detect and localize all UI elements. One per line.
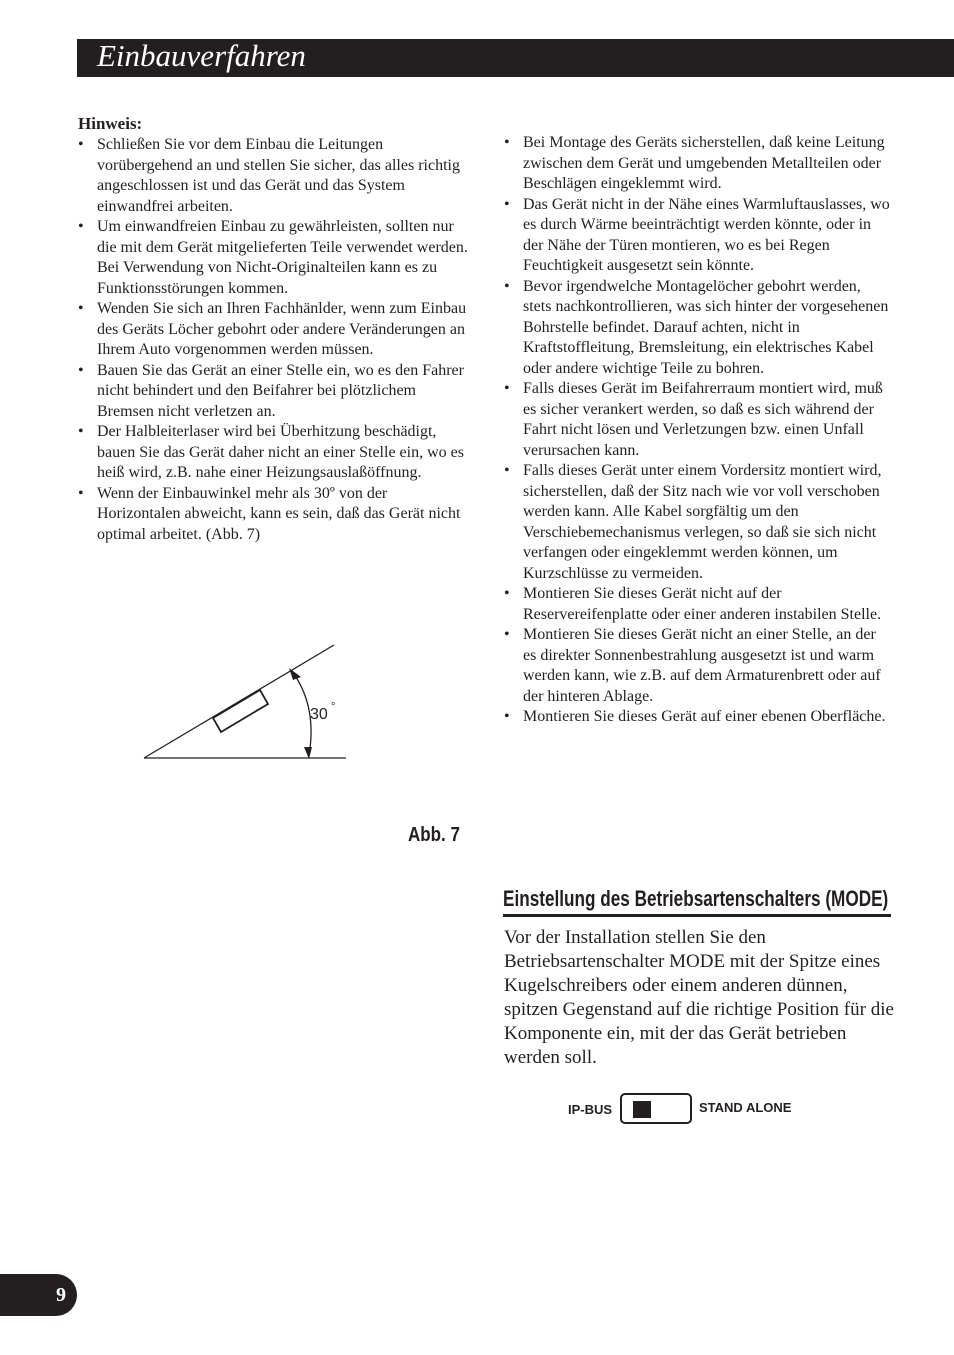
angle-label: 30 <box>310 706 328 723</box>
list-item: • Falls dieses Gerät unter einem Vordersitz montiert wird, sicherstellen, daß der Sitz nach wie vor voll verschoben werden kann. Alle Kabel sorgfältig um den Verschiebemechanismus verlegen, so daß sie sich nicht verfangen oder eingeklemmt werden können, um Kurzschlüsse zu vermeiden. <box>504 462 882 582</box>
arrow-top-icon <box>289 668 301 680</box>
bullet-icon: • <box>504 380 510 397</box>
page-number-tab <box>0 1274 77 1316</box>
list-item: • Wenn der Einbauwinkel mehr als 30º von der Horizontalen abweicht, kann es sein, daß das Gerät nicht optimal arbeitet. (Abb. 7) <box>78 484 461 543</box>
list-item: • Wenden Sie sich an Ihren Fachhänlder, wenn zum Einbau des Geräts Löcher gebohrt oder andere Veränderungen an Ihrem Auto vorgenommen werden müssen. <box>78 300 467 358</box>
stand-alone-label: STAND ALONE <box>699 1100 792 1115</box>
ip-bus-label: IP-BUS <box>568 1102 613 1117</box>
list-item: • Falls dieses Gerät im Beifahrerraum montiert wird, muß es sicher verankert werden, so daß es sich während der Fahrt nicht lösen und Verletzungen bzw. einen Unfall verursachen kann. <box>504 380 883 459</box>
bullet-icon: • <box>78 423 84 440</box>
list-item: • Montieren Sie dieses Gerät nicht an einer Stelle, an der es direkter Sonnenbestrahlung ausgesetzt ist und warm werden kann, wie z.B. auf dem Armaturenbrett oder auf der hinteren Ablage. <box>504 626 881 705</box>
bullet-icon: • <box>504 134 510 151</box>
mode-switch <box>620 1093 692 1124</box>
bullet-icon: • <box>504 626 510 643</box>
unit-outline <box>213 690 268 732</box>
bullet-icon: • <box>78 484 84 502</box>
page-number: 9 <box>56 1284 66 1306</box>
list-item: • Um einwandfreien Einbau zu gewährleisten, sollten nur die mit dem Gerät mitgelieferten Teile verwendet werden. Bei Verwendung von Nicht-Originalteilen kann es zu Funktionsstörungen kommen. <box>78 218 468 297</box>
list-item: • Bauen Sie das Gerät an einer Stelle ein, wo es den Fahrer nicht behindert und den Beifahrer bei plötzlichem Bremsen nicht verletzen an. <box>78 361 464 420</box>
list-item: • Schließen Sie vor dem Einbau die Leitungen vorübergehend an und stellen Sie sicher, das alles richtig angeschlossen ist und das Gerät und das System einwandfrei arbeiten. <box>78 136 460 215</box>
right-column <box>504 133 892 728</box>
bullet-icon: • <box>78 136 84 153</box>
arrow-bottom-icon <box>304 747 312 759</box>
mounting-angle-diagram <box>140 638 354 768</box>
bullet-icon: • <box>504 195 510 213</box>
list-item: • Der Halbleiterlaser wird bei Überhitzung beschädigt, bauen Sie das Gerät daher nicht an einer Stelle ein, wo es heiß wird, z.B. nahe einer Heizungsauslaßöffnung. <box>78 423 464 481</box>
left-column <box>78 113 468 545</box>
switch-knob <box>633 1101 651 1118</box>
figure-caption: Abb. 7 <box>408 824 460 846</box>
section-heading-text: Einstellung des Betriebsartenschalters (MODE) <box>503 886 889 911</box>
list-item: • Montieren Sie dieses Gerät nicht auf der Reservereifenplatte oder einer anderen instabilen Stelle. <box>504 585 882 623</box>
list-item: • Das Gerät nicht in der Nähe eines Warmluftauslasses, wo es durch Wärme beeinträchtigt werden könnte, oder in der Nähe der Türen montieren, wo es bei Regen Feuchtigkeit ausgesetzt sein könnte. <box>504 195 890 274</box>
degree-symbol: ° <box>331 701 336 713</box>
bullet-icon: • <box>504 462 510 479</box>
note-list <box>78 135 468 545</box>
bullet-icon: • <box>78 361 84 379</box>
list-item: • Bei Montage des Geräts sicherstellen, daß keine Leitung zwischen dem Gerät und umgebenden Metallteilen oder Beschlägen eingeklemmt wird. <box>504 134 885 192</box>
mode-instructions: Vor der Installation stellen Sie den Betriebsartenschalter MODE mit der Spitze eines Kugelschreibers oder einem anderen dünnen, spitzen Gegenstand auf die richtige Position für die Komponente ein, mit der das Gerät betrieben werden soll. <box>504 927 894 1068</box>
bullet-icon: • <box>504 277 510 295</box>
bullet-icon: • <box>78 218 84 235</box>
list-item: • Montieren Sie dieses Gerät auf einer ebenen Oberfläche. <box>504 707 892 728</box>
angle-arc <box>294 674 311 755</box>
section-heading <box>503 884 891 917</box>
bullet-icon: • <box>78 300 84 317</box>
header-bar <box>77 39 954 77</box>
note-heading: Hinweis: <box>78 114 143 133</box>
page-title: Einbauverfahren <box>97 38 306 73</box>
mounting-list <box>504 133 892 728</box>
bullet-icon: • <box>504 708 510 725</box>
mode-switch-diagram <box>566 1092 826 1128</box>
bullet-icon: • <box>504 585 510 602</box>
list-item: • Bevor irgendwelche Montagelöcher gebohrt werden, stets nachkontrollieren, was sich hinter der vorgesehenen Bohrstelle befindet. Darauf achten, nicht in Kraftstoffleitung, Bremsleitung, ein elektrisches Kabel oder andere wichtige Teile zu bohren. <box>504 277 889 377</box>
